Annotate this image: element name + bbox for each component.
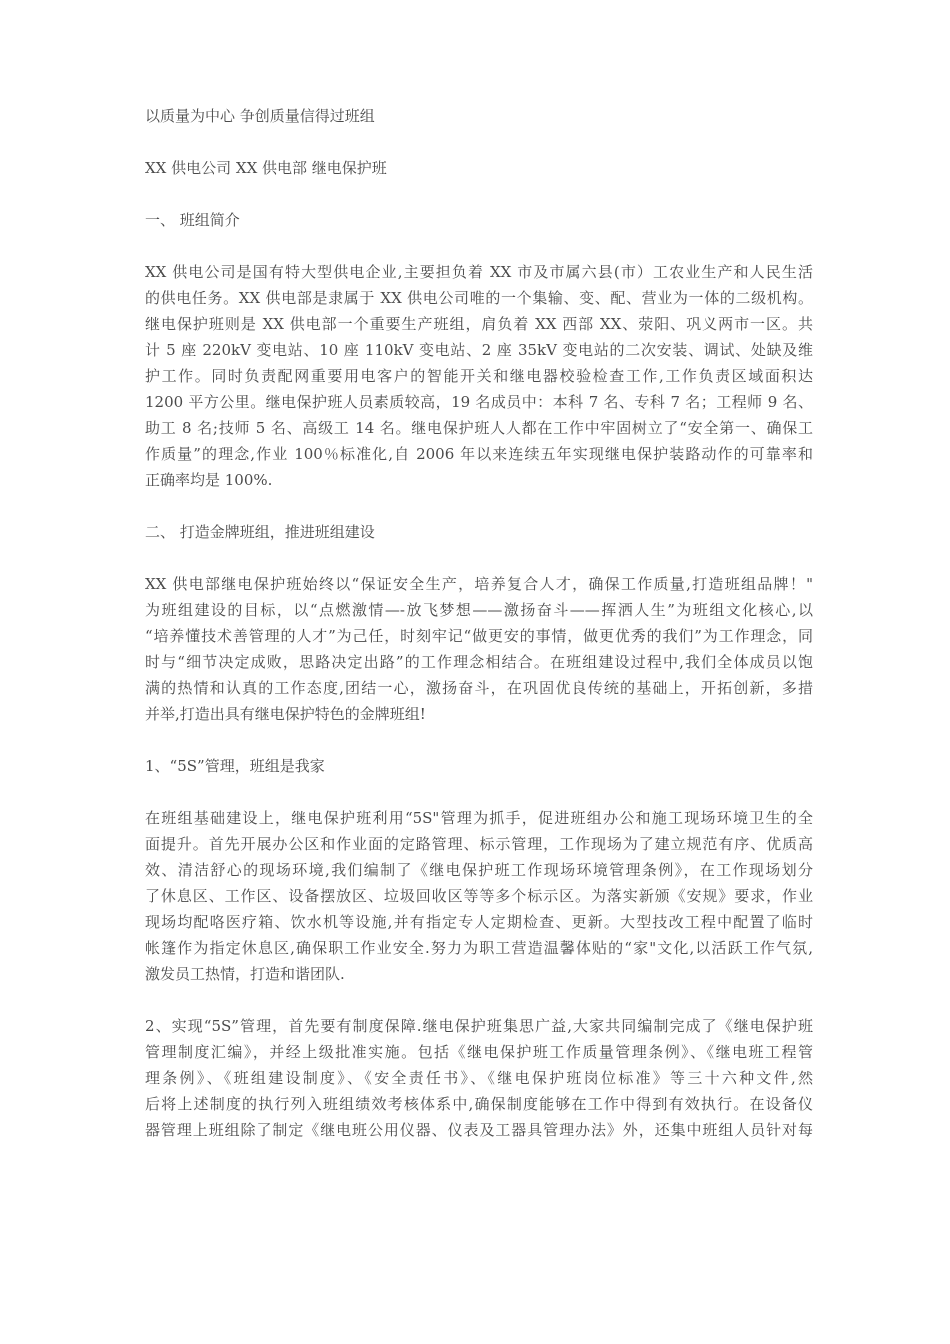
paragraph-line: 并举,打造出具有继电保护特色的金牌班组! [145, 705, 426, 723]
paragraph-line: 激发员工热情，打造和谐团队. [145, 965, 345, 983]
paragraph-line: “培养懂技术善管理的人才”为己任，时刻牢记“做更安的事情，做更优秀的我们”为工作理念，同 [145, 627, 813, 645]
paragraph-line: 了休息区、工作区、设备摆放区、垃圾回收区等等多个标示区。为落实新颁《安规》要求，作业 [145, 887, 813, 905]
paragraph-line: XX 供电部继电保护班始终以“保证安全生产，培养复合人才，确保工作质量,打造班组品牌！" [145, 575, 813, 593]
paragraph-line: 管理制度汇编》，并经上级批准实施。包括《继电保护班工作质量管理条例》、《继电班工程管 [145, 1043, 813, 1061]
section-2-paragraph [145, 571, 813, 727]
section-2-heading: 二、 打造金牌班组，推进班组建设 [145, 523, 375, 541]
paragraph-line: 帐篷作为指定休息区,确保职工作业安全.努力为职工营造温馨体贴的“家"文化,以活跃工作气氛, [145, 939, 813, 957]
paragraph-line: 计 5 座 220kV 变电站、10 座 110kV 变电站、2 座 35kV 变电站的二次安装、调试、处缺及维 [145, 341, 813, 359]
paragraph-line: 理条例》、《班组建设制度》、《安全责任书》、《继电保护班岗位标准》等三十六种文件,然 [145, 1069, 813, 1087]
paragraph-line: 的供电任务。XX 供电部是隶属于 XX 供电公司唯的一个集输、变、配、营业为一体的二级机构。 [145, 289, 813, 307]
paragraph-line: 1200 平方公里。继电保护班人员素质较高，19 名成员中：本科 7 名、专科 7 名；工程师 9 名、 [145, 393, 813, 411]
document-subtitle: XX 供电公司 XX 供电部 继电保护班 [145, 159, 387, 177]
subsection-1-paragraph [145, 805, 813, 987]
paragraph-line: 护工作。同时负责配网重要用电客户的智能开关和继电器校验检查工作,工作负责区域面积达 [145, 367, 813, 385]
paragraph-line: 现场均配咯医疗箱、饮水机等设施,并有指定专人定期检查、更新。大型技改工程中配置了临时 [145, 913, 813, 931]
document-title: 以质量为中心 争创质量信得过班组 [145, 107, 375, 125]
paragraph-line: 后将上述制度的执行列入班组绩效考核体系中,确保制度能够在工作中得到有效执行。在设备仪 [145, 1095, 813, 1113]
paragraph-line: 助工 8 名;技师 5 名、高级工 14 名。继电保护班人人都在工作中牢固树立了“安全第一、确保工 [145, 419, 813, 437]
paragraph-line: XX 供电公司是国有特大型供电企业,主要担负着 XX 市及市属六县(市）工农业生产和人民生活 [145, 263, 813, 281]
section-1-paragraph [145, 259, 813, 493]
paragraph-line: 继电保护班则是 XX 供电部一个重要生产班组，肩负着 XX 西部 XX、荥阳、巩义两市一区。共 [145, 315, 813, 333]
document-page [145, 103, 813, 1143]
paragraph-line: 效、清洁舒心的现场环境,我们编制了《继电保护班工作现场环境管理条例》，在工作现场划分 [145, 861, 813, 879]
paragraph-line: 为班组建设的目标，以“点燃激情—-放飞梦想——激扬奋斗——挥洒人生”为班组文化核心,以 [145, 601, 813, 619]
subsection-2-paragraph [145, 1013, 813, 1143]
paragraph-line: 2、实现“5S”管理，首先要有制度保障.继电保护班集思广益,大家共同编制完成了《继电保护班 [145, 1017, 813, 1035]
paragraph-line: 满的热情和认真的工作态度,团结一心，激扬奋斗，在巩固优良传统的基础上，开拓创新，多措 [145, 679, 813, 697]
paragraph-line: 器管理上班组除了制定《继电班公用仪器、仪表及工器具管理办法》外，还集中班组人员针对每 [145, 1121, 813, 1139]
subsection-1-heading: 1、“5S”管理，班组是我家 [145, 757, 325, 775]
paragraph-line: 在班组基础建设上，继电保护班利用“5S"管理为抓手，促进班组办公和施工现场环境卫生的全 [145, 809, 813, 827]
paragraph-line: 作质量”的理念,作业 100％标准化,自 2006 年以来连续五年实现继电保护装路动作的可靠率和 [145, 445, 813, 463]
section-1-heading: 一、 班组简介 [145, 211, 240, 229]
paragraph-line: 面提升。首先开展办公区和作业面的定路管理、标示管理，工作现场为了建立规范有序、优质高 [145, 835, 813, 853]
paragraph-line: 时与“细节决定成败，思路决定出路”的工作理念相结合。在班组建设过程中,我们全体成员以饱 [145, 653, 813, 671]
paragraph-line: 正确率均是 100%. [145, 471, 273, 489]
